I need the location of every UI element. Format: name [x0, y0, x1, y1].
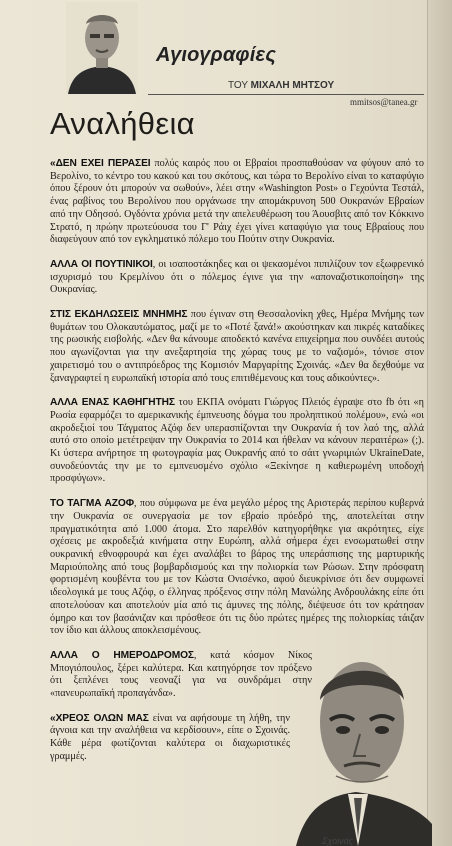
paragraph-lead: «ΧΡΕΟΣ ΟΛΩΝ ΜΑΣ	[50, 712, 149, 724]
paragraph-2	[50, 259, 424, 297]
column-title: Αγιογραφίες	[156, 44, 277, 66]
paragraph-lead: ΤΟ ΤΑΓΜΑ ΑΖΟΦ	[50, 498, 135, 510]
paragraph-text: του ΕΚΠΑ ονόματι Γιώργος Πλειός έγραψε στο fb ότι «η Ρωσία εφαρμόζει το αμερικανικής έμπνευσης δόγμα του προληπτικού πολέμου», ενώ «οι ακροδεξιοί του Τάγματος Αζόφ δεν υπερασπίζονται την Ουκρανία ή τον λαό της, αλλά αυτό στο οποίο μετέτρεψαν την Ουκρανία το 2014 και ήθελαν να κάνουν περαιτέρω» (;). Κι ύστερα ανήρτησε τη φωτογραφία μας Ουκρανής από το σάιτ γνωριμιών UkraineDate, συνοδεύοντάς την με το εμπνευσμένο σχόλιο «Ξεκίνησε η καθιερωμένη υποδοχή προσφύγων».	[50, 397, 424, 485]
paragraph-text: είναι να αφήσουμε τη λήθη, την άγνοια και την αναλήθεια να κερδίσουν», είπε ο Σχοινάς. Κάθε μέρα φωτίζονται καλύτερα οι διαχωριστικές γραμμές.	[50, 712, 290, 762]
paragraph-6	[50, 650, 312, 701]
author-photo	[66, 2, 138, 94]
paragraph-lead: «ΔΕΝ ΕΧΕΙ ΠΕΡΑΣΕΙ	[50, 158, 151, 169]
caricature-signature: Σχοινάς	[322, 836, 354, 846]
paragraph-lead: ΣΤΙΣ ΕΚΔΗΛΩΣΕΙΣ ΜΝΗΜΗΣ	[50, 309, 188, 321]
paragraph-text: πολύς καιρός που οι Εβραίοι προσπαθούσαν να φύγουν από το Βερολίνο, το κέντρο του κακού και του σκότους, και τώρα το Βερολίνο είναι το καταφύγιο όπου ξέρουν ότι μπορούν να σωθούν», λέει στην «Washington Post» ο Γεχούντα Τεστάλ, ένας ραβίνος του Βερολίνου που οργάνωσε την απομάκρυνση 500 Ουκρανών Εβραίων από την Οδησσό. Ογδόντα χρόνια μετά την απελευθέρωση του Άουσβιτς από τον Κόκκινο Στρατό, η πρώην πρωτεύουσα του Γ' Ράιχ έχει γίνει καταφύγιο για τους Εβραίους που διαφεύγουν από τον εγκληματικό πόλεμο του Πούτιν στην Ουκρανία.	[50, 158, 424, 246]
paragraph-1	[50, 158, 424, 247]
paragraph-text: , οι ισαποστάκηδες και οι ψεκασμένοι πιπιλίζουν τον εξωφρενικό ισχυρισμό του Κρεμλίνου ότι ο πόλεμος έγινε για την «αποναζιστικοποίηση» της Ουκρανίας.	[50, 258, 424, 296]
paragraph-7	[50, 713, 290, 764]
paragraph-lead: ΑΛΛΑ Ο ΗΜΕΡΟΔΡΟΜΟΣ	[50, 649, 194, 661]
author-email: mmitsos@tanea.gr	[350, 97, 418, 107]
paragraph-text: που έγιναν στη Θεσσαλονίκη χθες, Ημέρα Μνήμης των θυμάτων του Ολοκαυτώματος, μαζί με το «Ποτέ ξανά!» ακούστηκαν και πικρές καταδίκες της ρωσικής εισβολής. «Δεν θα κάνουμε αποδεκτό κανένα επιχείρημα που συνδέει αυτούς που αγωνίζονται για την ανεξαρτησία της χώρας τους με το ναζισμό», τόνισε στον χαιρετισμό του ο αντιπρόεδρος της Κομισιόν Μαργαρίτης Σχοινάς. «Δεν θα δεχθούμε να ξαναγραφτεί η ευρωπαϊκή ιστορία από τους επιτιθέμενους και τους αδικούντες».	[50, 309, 424, 384]
paragraph-3	[50, 309, 424, 385]
paragraph-text: , κατά κόσμον Νίκος Μπογιόπουλος, ξέρει καλύτερα. Και κατηγόρησε τον πρόξενο ότι ξεπλένει τους νεοναζί για να συνδράμει στην «πανευρωπαϊκή προπαγάνδα».	[50, 649, 312, 700]
schinas-caricature	[296, 648, 432, 846]
author-name: ΜΙΧΑΛΗ ΜΗΤΣΟΥ	[250, 80, 335, 91]
paragraph-5	[50, 498, 424, 638]
paragraph-text: , που σύμφωνα με ένα μεγάλο μέρος της Αριστεράς περίπου κυβερνά την Ουκρανία σε συνεργασία με τον εβραίο πρόεδρό της, αποτελείται στην πραγματικότητα από 1.000 άτομα. Στο παρελθόν κατηγορήθηκε για ακρότητες, είχε σχέσεις με ακροδεξιά κινήματα στην Ευρώπη, αλλά σήμερα έχει ενσωματωθεί στην ουκρανική εθνοφρουρά και έχει αναλάβει το βάρος της υπεράσπισης της μαρτυρικής Μαριούπολης από τους βομβαρδισμούς και την πολιορκία των Ρώσων. Στην πρόσφατη φορτισμένη κουβέντα του με τον Κώστα Ονισένκο, αφού διευκρίνισε ότι δεν συμφωνεί ιδεολογικά με τους Αζόφ, ο έλληνας πρόξενος στην πόλη Μανώλης Ανδρουλάκης είπε ότι αποτελούσαν και αποτελούν μία από τις άμυνες της πόλης, διέψευσε ότι τον κράτησαν όμηρο και τον βασάνιζαν και πρόσθεσε ότι τις δύο πρώτες ημέρες της πολιορκίας τάιζαν τον ίδιο και άλλους αποκλεισμένους.	[50, 498, 424, 637]
paragraph-lead: ΑΛΛΑ ΟΙ ΠΟΥΤΙΝΙΚΟΙ	[50, 258, 153, 270]
header-divider	[148, 94, 424, 95]
paragraph-lead: ΑΛΛΑ ΕΝΑΣ ΚΑΘΗΓΗΤΗΣ	[50, 397, 175, 409]
paragraph-4	[50, 397, 424, 486]
article-headline: Αναλήθεια	[50, 106, 195, 141]
byline-prefix: ΤΟΥ	[228, 80, 248, 91]
byline	[228, 80, 334, 91]
